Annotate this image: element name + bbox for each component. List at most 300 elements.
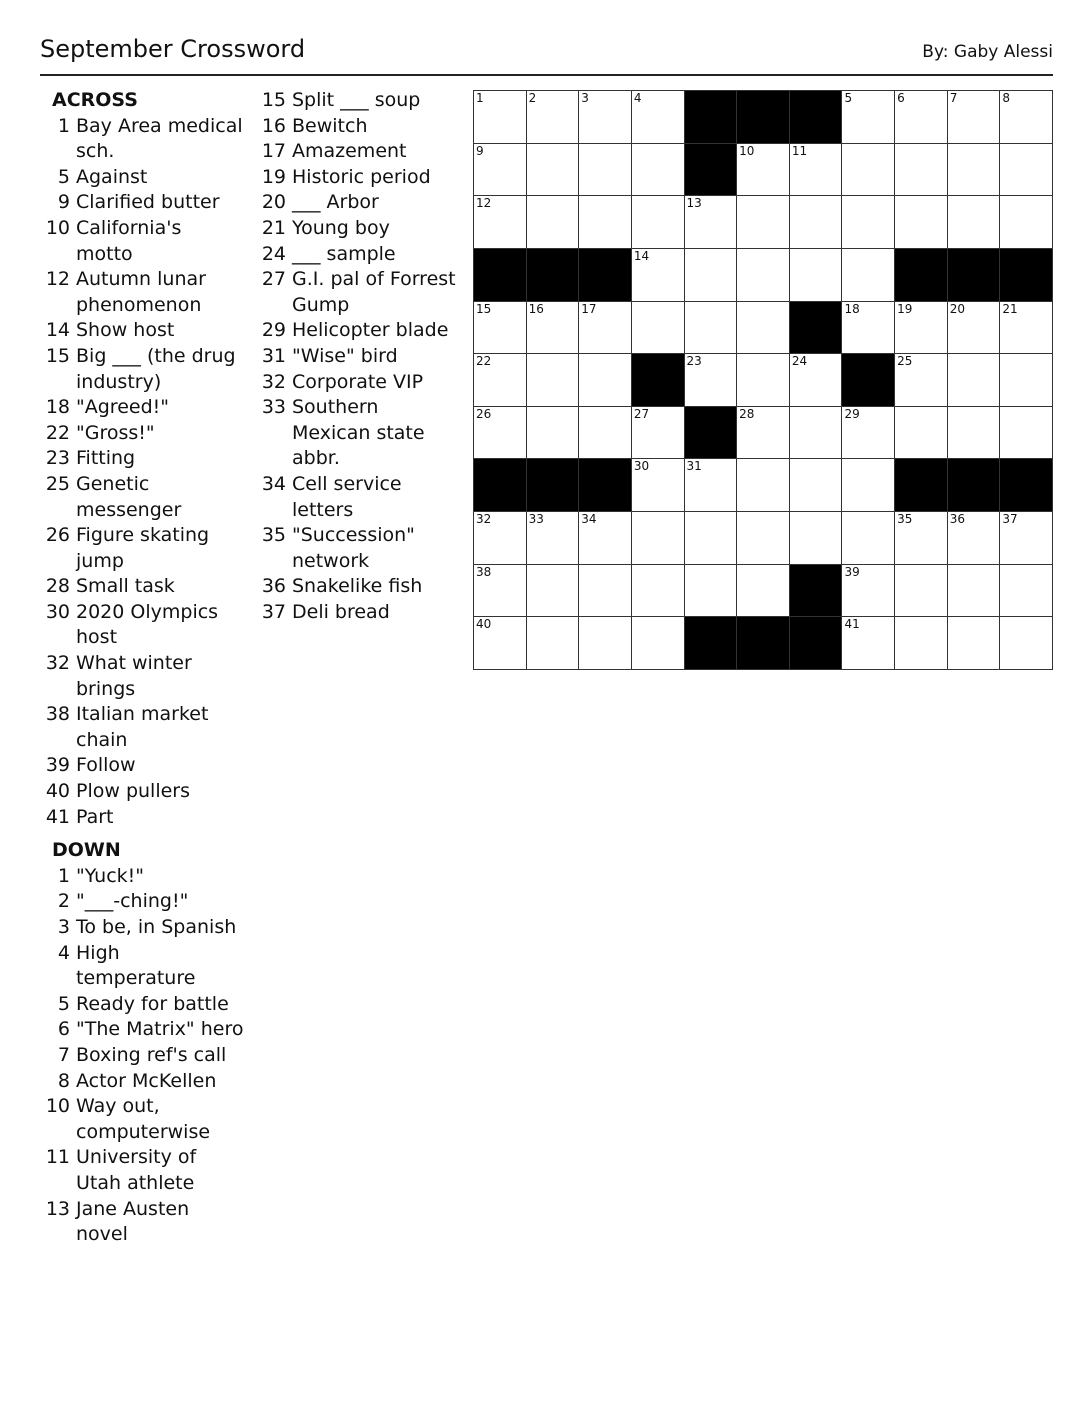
clue-text: Deli bread: [292, 600, 390, 623]
clue-number: 30: [45, 600, 70, 623]
clue-number: 36: [261, 575, 286, 598]
clue-number: 1: [57, 864, 70, 887]
grid-cell[interactable]: [737, 565, 790, 618]
down-clue: [260, 190, 460, 216]
clue-text: Actor McKellen: [76, 1069, 217, 1092]
across-clue: [44, 472, 244, 523]
grid-cell[interactable]: [579, 144, 632, 197]
grid-block: [948, 249, 1001, 302]
grid-block: [790, 302, 843, 355]
cell-number: 6: [897, 91, 905, 105]
clue-text: Italian market chain: [76, 703, 209, 751]
cell-number: 38: [476, 564, 492, 579]
grid-cell[interactable]: [737, 249, 790, 302]
across-clue: [44, 114, 244, 165]
clue-text: Show host: [76, 319, 175, 342]
grid-block: [737, 91, 790, 144]
down-clue: [260, 139, 460, 165]
across-clue: [44, 216, 244, 267]
down-clue: [44, 1145, 244, 1196]
grid-cell[interactable]: [948, 512, 1001, 565]
grid-cell[interactable]: [1000, 196, 1053, 249]
cell-number: 24: [791, 354, 808, 369]
grid-cell[interactable]: [474, 565, 527, 618]
cell-number: 1: [476, 91, 484, 105]
down-clue: [260, 216, 460, 242]
down-clue: [260, 242, 460, 268]
grid-cell[interactable]: [895, 196, 948, 249]
across-clue: [44, 779, 244, 805]
clue-text: Historic period: [292, 165, 431, 188]
grid-block: [790, 565, 843, 618]
down-clue: [44, 915, 244, 941]
clue-text: G.I. pal of Forrest Gump: [292, 268, 456, 316]
across-clue: [44, 805, 244, 831]
grid-cell[interactable]: [790, 354, 843, 407]
grid-cell[interactable]: [1000, 565, 1053, 618]
clue-text: "Gross!": [76, 421, 155, 444]
across-clue: [44, 165, 244, 191]
grid-cell[interactable]: [474, 144, 527, 197]
clue-number: 20: [261, 191, 286, 214]
grid-cell[interactable]: [632, 407, 685, 460]
cell-number: 13: [686, 196, 702, 211]
clue-text: Plow pullers: [76, 780, 190, 803]
grid-cell[interactable]: [842, 91, 895, 144]
down-clue: [44, 1197, 244, 1248]
grid-cell[interactable]: [527, 196, 580, 249]
grid-cell[interactable]: [685, 459, 738, 512]
clue-number: 18: [45, 396, 70, 419]
grid-cell[interactable]: [737, 407, 790, 460]
grid-cell[interactable]: [895, 407, 948, 460]
grid-block: [685, 144, 738, 197]
clue-number: 23: [45, 447, 70, 470]
grid-cell[interactable]: [632, 512, 685, 565]
grid-cell[interactable]: [527, 512, 580, 565]
clue-text: "Succession" network: [292, 524, 415, 572]
grid-cell[interactable]: [685, 565, 738, 618]
cell-number: 10: [739, 143, 755, 158]
across-clue: [44, 753, 244, 779]
grid-cell[interactable]: [1000, 512, 1053, 565]
grid-cell[interactable]: [579, 565, 632, 618]
clue-text: Small task: [76, 575, 175, 598]
down-clue: [260, 344, 460, 370]
grid-cell[interactable]: [842, 617, 895, 670]
grid-block: [948, 459, 1001, 512]
grid-cell[interactable]: [895, 91, 948, 144]
grid-block: [737, 617, 790, 670]
cell-number: 40: [476, 617, 492, 632]
clue-text: Amazement: [292, 140, 407, 163]
grid-cell[interactable]: [737, 459, 790, 512]
grid-cell[interactable]: [948, 407, 1001, 460]
across-clue: [44, 446, 244, 472]
down-clue: [260, 472, 460, 523]
clue-number: 6: [57, 1018, 70, 1041]
cell-number: 36: [949, 512, 965, 527]
clue-number: 10: [45, 216, 70, 239]
cell-number: 12: [476, 196, 492, 211]
cell-number: 33: [528, 512, 544, 527]
clue-text: Boxing ref's call: [76, 1043, 227, 1066]
clue-text: Autumn lunar phenomenon: [76, 268, 206, 316]
across-clue: [44, 600, 244, 651]
down-clue: [260, 395, 460, 472]
across-clue: [44, 344, 244, 395]
clue-text: "Wise" bird: [292, 344, 398, 367]
cell-number: 2: [528, 91, 537, 105]
across-clue: [44, 190, 244, 216]
grid-block: [474, 459, 527, 512]
cell-number: 29: [844, 406, 860, 421]
grid-cell[interactable]: [895, 354, 948, 407]
grid-cell[interactable]: [842, 459, 895, 512]
grid-cell[interactable]: [527, 91, 580, 144]
clue-text: University of Utah athlete: [76, 1146, 197, 1194]
clue-number: 11: [45, 1146, 70, 1169]
clue-text: Snakelike fish: [292, 575, 423, 598]
down-clue: [44, 864, 244, 890]
grid-cell[interactable]: [1000, 144, 1053, 197]
cell-number: 5: [844, 91, 853, 105]
grid-cell[interactable]: [527, 617, 580, 670]
grid-block: [632, 354, 685, 407]
page-title: September Crossword: [40, 35, 306, 63]
grid-cell[interactable]: [632, 302, 685, 355]
down-clue: [260, 165, 460, 191]
grid-cell[interactable]: [948, 91, 1001, 144]
grid-cell[interactable]: [842, 144, 895, 197]
clues-column-left: [44, 88, 244, 1248]
down-clue: [44, 1017, 244, 1043]
grid-cell[interactable]: [474, 512, 527, 565]
grid-cell[interactable]: [895, 144, 948, 197]
down-clue: [44, 1069, 244, 1095]
grid-cell[interactable]: [632, 617, 685, 670]
grid-cell[interactable]: [632, 196, 685, 249]
grid-cell[interactable]: [948, 565, 1001, 618]
down-clue: [260, 114, 460, 140]
clue-number: 4: [57, 941, 70, 964]
grid-cell[interactable]: [1000, 407, 1053, 460]
down-clue: [44, 1094, 244, 1145]
clue-text: California's motto: [76, 216, 182, 265]
grid-cell[interactable]: [474, 196, 527, 249]
clue-text: Split ___ soup: [292, 89, 421, 111]
grid-block: [527, 249, 580, 302]
clue-text: Follow: [76, 754, 136, 777]
cell-number: 16: [528, 301, 544, 316]
clue-number: 35: [261, 524, 286, 547]
clue-text: Part: [76, 805, 114, 828]
across-clue: [44, 523, 244, 574]
down-clue: [44, 889, 244, 915]
clue-text: "The Matrix" hero: [76, 1018, 244, 1041]
grid-cell[interactable]: [632, 459, 685, 512]
clue-text: Young boy: [292, 216, 390, 239]
clue-number: 10: [45, 1095, 70, 1118]
down-clue: [260, 600, 460, 626]
grid-cell[interactable]: [685, 512, 738, 565]
grid-cell[interactable]: [474, 302, 527, 355]
clue-number: 2: [57, 890, 70, 913]
down-heading: DOWN: [52, 839, 121, 862]
grid-cell[interactable]: [579, 196, 632, 249]
clue-number: 40: [45, 780, 70, 803]
clue-number: 5: [57, 165, 70, 188]
grid-cell[interactable]: [790, 144, 843, 197]
cell-number: 17: [581, 301, 597, 316]
down-clue: [260, 370, 460, 396]
clue-number: 14: [45, 319, 70, 342]
cell-number: 9: [476, 143, 484, 158]
grid-cell[interactable]: [527, 407, 580, 460]
cell-number: 11: [791, 143, 808, 158]
clue-number: 5: [57, 992, 70, 1015]
clue-number: 13: [45, 1197, 70, 1220]
grid-cell[interactable]: [790, 196, 843, 249]
clue-text: Against: [76, 165, 148, 188]
clue-text: Way out, computerwise: [76, 1095, 211, 1143]
grid-block: [685, 407, 738, 460]
clue-number: 3: [57, 916, 70, 938]
across-clue: [44, 318, 244, 344]
grid-cell[interactable]: [474, 91, 527, 144]
clue-number: 22: [45, 421, 70, 444]
grid-cell[interactable]: [632, 144, 685, 197]
cell-number: 39: [844, 564, 860, 579]
crossword-grid: [473, 90, 1053, 670]
cell-number: 23: [686, 354, 702, 369]
cell-number: 25: [897, 354, 913, 369]
across-clue: [44, 267, 244, 318]
grid-cell[interactable]: [895, 512, 948, 565]
grid-cell[interactable]: [527, 144, 580, 197]
clue-text: Helicopter blade: [292, 319, 449, 342]
grid-cell[interactable]: [895, 565, 948, 618]
grid-cell[interactable]: [579, 617, 632, 670]
cell-number: 35: [897, 512, 913, 527]
cell-number: 37: [1002, 512, 1018, 527]
cell-number: 8: [1002, 91, 1010, 105]
grid-block: [579, 459, 632, 512]
cell-number: 28: [739, 406, 755, 421]
down-clue: [44, 941, 244, 992]
grid-block: [685, 617, 738, 670]
across-clue: [44, 395, 244, 421]
clue-number: 26: [45, 524, 70, 547]
grid-cell[interactable]: [632, 565, 685, 618]
grid-cell[interactable]: [579, 354, 632, 407]
cell-number: 30: [633, 459, 650, 474]
grid-cell[interactable]: [474, 617, 527, 670]
grid-cell[interactable]: [1000, 354, 1053, 407]
grid-cell[interactable]: [579, 302, 632, 355]
grid-cell[interactable]: [790, 249, 843, 302]
grid-cell[interactable]: [685, 302, 738, 355]
grid-cell[interactable]: [790, 407, 843, 460]
clue-text: What winter brings: [76, 652, 192, 700]
across-clue: [44, 651, 244, 702]
down-clue: [260, 318, 460, 344]
grid-cell[interactable]: [527, 302, 580, 355]
cell-number: 41: [844, 617, 860, 632]
cell-number: 20: [949, 301, 965, 316]
down-clue: [260, 88, 460, 114]
clue-text: To be, in Spanish: [76, 916, 237, 938]
grid-cell[interactable]: [948, 354, 1001, 407]
grid-block: [1000, 459, 1053, 512]
clue-text: "Agreed!": [76, 396, 169, 419]
clue-number: 21: [261, 216, 286, 239]
down-clue: [260, 574, 460, 600]
clue-number: 25: [45, 472, 70, 495]
down-clue: [44, 992, 244, 1018]
clue-text: Jane Austen novel: [76, 1197, 190, 1246]
grid-cell[interactable]: [474, 407, 527, 460]
grid-cell[interactable]: [948, 302, 1001, 355]
grid-cell[interactable]: [737, 302, 790, 355]
grid-block: [527, 459, 580, 512]
cell-number: 32: [476, 512, 492, 527]
grid-cell[interactable]: [527, 565, 580, 618]
across-clue: [44, 421, 244, 447]
across-clue: [44, 702, 244, 753]
grid-cell[interactable]: [737, 354, 790, 407]
clue-number: 37: [261, 600, 286, 623]
grid-block: [895, 249, 948, 302]
clues-column-middle: [260, 88, 460, 625]
clue-text: ___ sample: [292, 242, 396, 265]
clue-text: ___ Arbor: [292, 191, 379, 214]
grid-block: [474, 249, 527, 302]
grid-cell[interactable]: [632, 91, 685, 144]
clue-text: Southern Mexican state abbr.: [292, 396, 425, 470]
grid-cell[interactable]: [579, 91, 632, 144]
clue-number: 1: [57, 114, 70, 137]
grid-cell[interactable]: [685, 354, 738, 407]
cell-number: 21: [1002, 301, 1018, 316]
grid-cell[interactable]: [842, 512, 895, 565]
clue-number: 24: [261, 242, 286, 265]
grid-cell[interactable]: [1000, 617, 1053, 670]
grid-cell[interactable]: [895, 302, 948, 355]
grid-cell[interactable]: [579, 512, 632, 565]
down-clue: [260, 523, 460, 574]
grid-cell[interactable]: [948, 617, 1001, 670]
down-clue: [44, 1043, 244, 1069]
clue-text: "Yuck!": [76, 864, 145, 887]
clue-number: 39: [45, 754, 70, 777]
author-byline: By: Gaby Alessi: [922, 42, 1053, 62]
grid-cell[interactable]: [790, 459, 843, 512]
grid-block: [790, 91, 843, 144]
clue-number: 27: [261, 268, 286, 291]
clue-number: 17: [261, 140, 286, 163]
grid-block: [579, 249, 632, 302]
cell-number: 26: [476, 406, 492, 421]
clue-text: High temperature: [76, 941, 196, 990]
grid-cell[interactable]: [1000, 91, 1053, 144]
clue-text: Bay Area medical sch.: [76, 114, 243, 163]
grid-cell[interactable]: [895, 617, 948, 670]
clue-number: 32: [45, 652, 70, 675]
grid-block: [685, 91, 738, 144]
clue-number: 31: [261, 344, 286, 367]
clue-number: 29: [261, 319, 286, 342]
clue-text: Corporate VIP: [292, 370, 424, 393]
cell-number: 4: [633, 91, 642, 105]
clue-number: 33: [261, 396, 286, 419]
grid-cell[interactable]: [842, 565, 895, 618]
grid-cell[interactable]: [527, 354, 580, 407]
grid-cell[interactable]: [474, 354, 527, 407]
page-header: [40, 34, 1053, 76]
grid-block: [1000, 249, 1053, 302]
clue-text: Big ___ (the drug industry): [76, 344, 236, 393]
grid-cell[interactable]: [685, 196, 738, 249]
grid-block: [790, 617, 843, 670]
clue-number: 32: [261, 370, 286, 393]
cell-number: 14: [633, 248, 650, 263]
cell-number: 31: [686, 459, 702, 474]
clue-text: 2020 Olympics host: [76, 600, 219, 649]
clue-number: 28: [45, 575, 70, 598]
across-heading: ACROSS: [52, 89, 138, 111]
clue-number: 9: [57, 191, 70, 214]
clue-number: 8: [57, 1069, 70, 1092]
cell-number: 22: [476, 354, 492, 369]
clue-number: 7: [57, 1043, 70, 1066]
grid-cell[interactable]: [948, 144, 1001, 197]
grid-cell[interactable]: [790, 512, 843, 565]
clue-text: Figure skating jump: [76, 524, 210, 572]
clue-number: 16: [261, 114, 286, 137]
clue-text: Clarified butter: [76, 191, 220, 214]
grid-cell[interactable]: [579, 407, 632, 460]
clue-number: 12: [45, 268, 70, 291]
cell-number: 19: [897, 301, 913, 316]
clue-number: 15: [261, 89, 286, 111]
grid-cell[interactable]: [842, 407, 895, 460]
clue-text: Bewitch: [292, 114, 368, 137]
grid-cell[interactable]: [948, 196, 1001, 249]
clue-text: Fitting: [76, 447, 136, 470]
cell-number: 34: [581, 512, 597, 527]
grid-block: [842, 354, 895, 407]
cell-number: 3: [581, 91, 589, 105]
grid-cell[interactable]: [1000, 302, 1053, 355]
cell-number: 15: [476, 301, 492, 316]
grid-cell[interactable]: [842, 302, 895, 355]
grid-cell[interactable]: [737, 512, 790, 565]
cell-number: 27: [633, 406, 650, 421]
grid-cell[interactable]: [842, 249, 895, 302]
grid-cell[interactable]: [737, 196, 790, 249]
clue-number: 41: [45, 805, 70, 828]
across-clue: [44, 574, 244, 600]
clue-text: Genetic messenger: [76, 472, 182, 521]
grid-cell[interactable]: [737, 144, 790, 197]
clue-text: Cell service letters: [292, 472, 402, 521]
cell-number: 18: [844, 301, 860, 316]
grid-cell[interactable]: [842, 196, 895, 249]
down-clue: [260, 267, 460, 318]
grid-cell[interactable]: [685, 249, 738, 302]
grid-cell[interactable]: [632, 249, 685, 302]
